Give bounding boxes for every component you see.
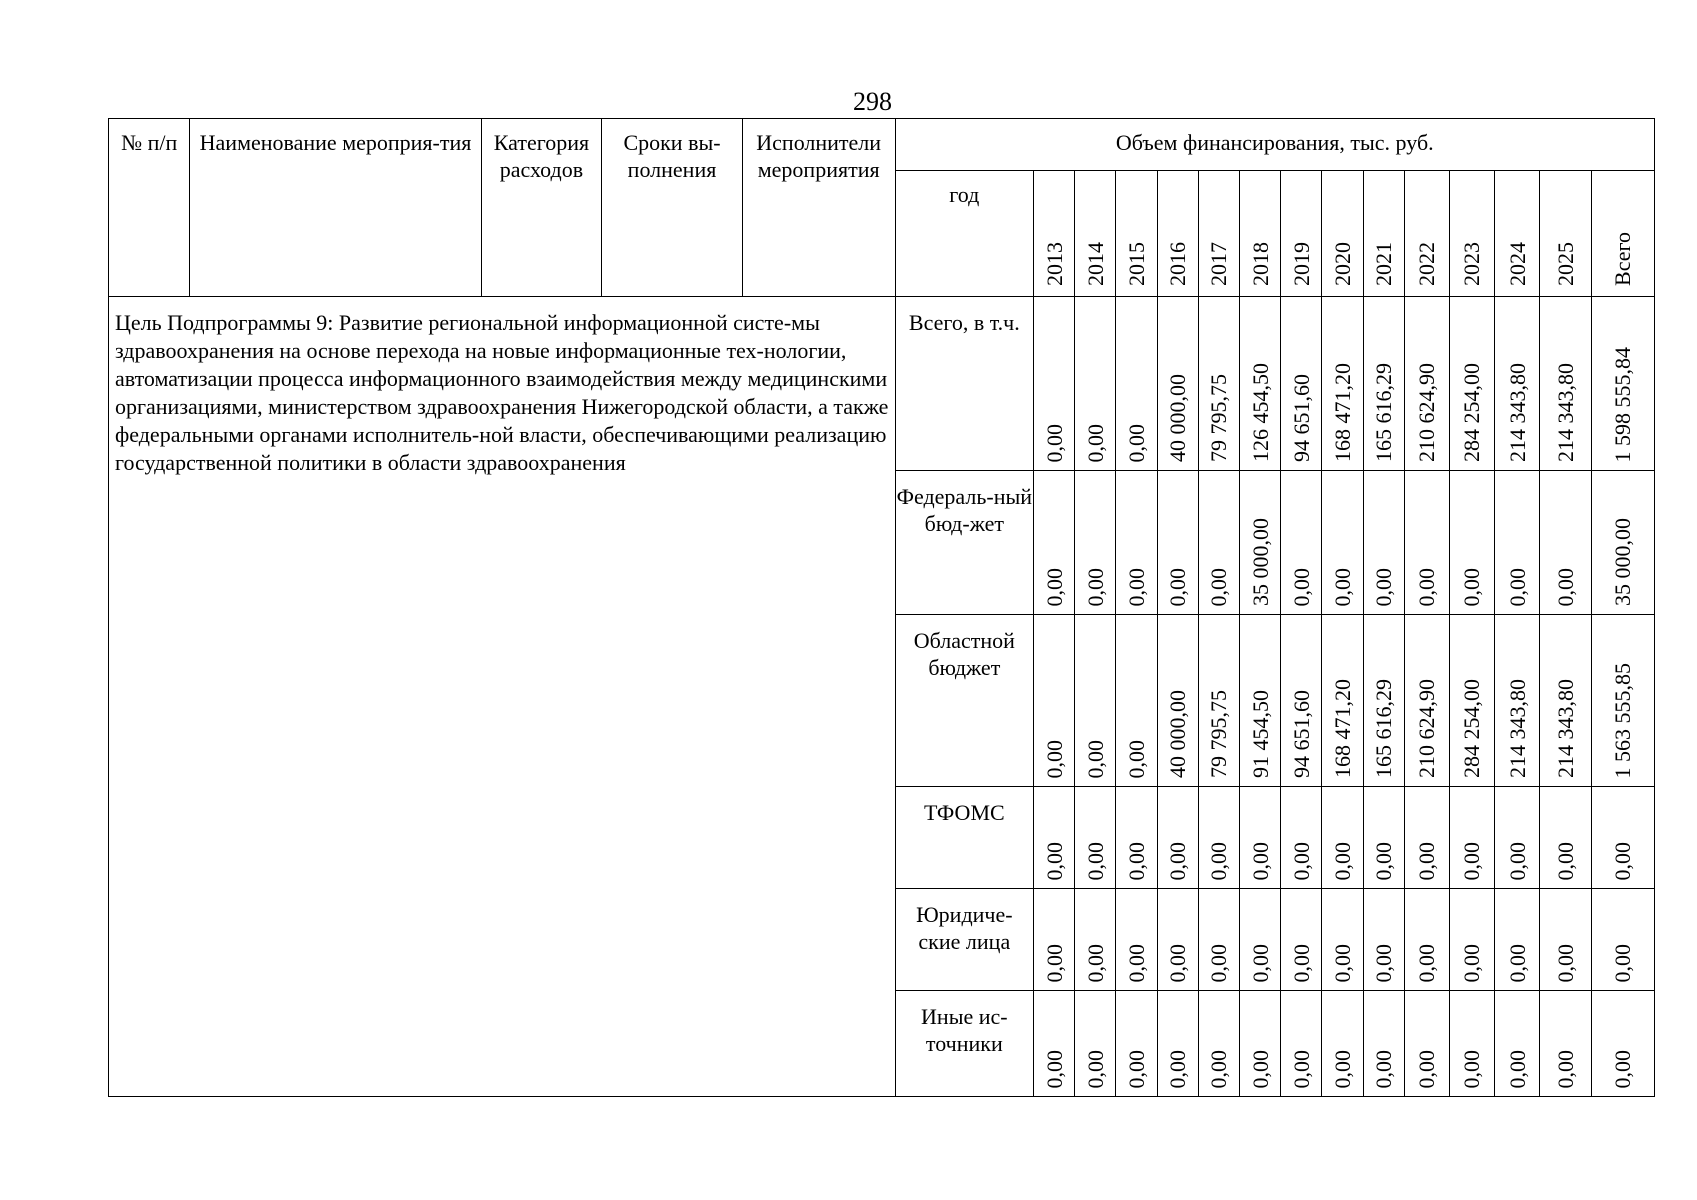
value-cell <box>1034 991 1075 1097</box>
value-text: 0,00 <box>1552 567 1578 606</box>
value-cell <box>1591 889 1655 991</box>
value-cell <box>1198 889 1239 991</box>
value-text: 35 000,00 <box>1247 518 1273 606</box>
value-text: 0,00 <box>1414 841 1440 880</box>
value-cell <box>1495 297 1540 471</box>
value-text: 0,00 <box>1165 841 1191 880</box>
value-cell <box>1540 471 1591 615</box>
year-header-1 <box>1075 171 1116 297</box>
value-cell <box>1281 991 1322 1097</box>
value-text: 214 343,80 <box>1552 679 1578 778</box>
value-text: 214 343,80 <box>1552 363 1578 462</box>
year-header-9 <box>1404 171 1449 297</box>
value-text: 0,00 <box>1288 567 1314 606</box>
year-label: 2016 <box>1165 242 1191 286</box>
header-terms: Сроки вы-полнения <box>602 119 743 297</box>
value-text: 168 471,20 <box>1329 679 1355 778</box>
value-cell <box>1449 787 1494 889</box>
value-text: 0,00 <box>1504 943 1530 982</box>
table-row <box>109 297 1655 471</box>
value-text: 94 651,60 <box>1288 690 1314 778</box>
year-header-8 <box>1363 171 1404 297</box>
value-text: 35 000,00 <box>1610 518 1636 606</box>
value-text: 0,00 <box>1371 841 1397 880</box>
value-cell <box>1034 615 1075 787</box>
value-cell <box>1157 889 1198 991</box>
value-cell <box>1591 787 1655 889</box>
value-cell <box>1322 787 1363 889</box>
value-cell <box>1075 615 1116 787</box>
value-text: 79 795,75 <box>1206 374 1232 462</box>
value-cell <box>1075 991 1116 1097</box>
funding-source: Всего, в т.ч. <box>895 297 1034 471</box>
value-text: 0,00 <box>1504 567 1530 606</box>
value-text: 284 254,00 <box>1459 363 1485 462</box>
value-text: 0,00 <box>1610 1049 1636 1088</box>
value-text: 0,00 <box>1247 943 1273 982</box>
value-cell <box>1322 889 1363 991</box>
value-text: 0,00 <box>1552 1049 1578 1088</box>
value-text: 0,00 <box>1082 1049 1108 1088</box>
value-text: 0,00 <box>1459 841 1485 880</box>
value-text: 0,00 <box>1041 1049 1067 1088</box>
value-text: 1 598 555,84 <box>1610 346 1636 462</box>
value-text: 0,00 <box>1371 567 1397 606</box>
value-cell <box>1540 297 1591 471</box>
year-label: 2019 <box>1288 242 1314 286</box>
year-label: 2024 <box>1504 242 1530 286</box>
value-text: 168 471,20 <box>1329 363 1355 462</box>
value-cell <box>1495 889 1540 991</box>
value-cell <box>1363 787 1404 889</box>
value-text: 214 343,80 <box>1504 679 1530 778</box>
page-number: 298 <box>853 87 892 116</box>
value-text: 214 343,80 <box>1504 363 1530 462</box>
value-cell <box>1281 297 1322 471</box>
value-cell <box>1034 471 1075 615</box>
year-label: 2018 <box>1247 242 1273 286</box>
value-cell <box>1591 471 1655 615</box>
value-text: 0,00 <box>1124 423 1150 462</box>
value-cell <box>1322 615 1363 787</box>
year-label: 2017 <box>1206 242 1232 286</box>
year-header-12 <box>1540 171 1591 297</box>
value-text: 0,00 <box>1165 567 1191 606</box>
value-cell <box>1075 297 1116 471</box>
value-cell <box>1198 471 1239 615</box>
value-text: 0,00 <box>1459 567 1485 606</box>
year-header-7 <box>1322 171 1363 297</box>
value-text: 0,00 <box>1041 567 1067 606</box>
value-text: 0,00 <box>1610 943 1636 982</box>
value-cell <box>1157 991 1198 1097</box>
value-cell <box>1281 471 1322 615</box>
value-text: 0,00 <box>1124 739 1150 778</box>
value-cell <box>1363 991 1404 1097</box>
value-cell <box>1281 787 1322 889</box>
value-cell <box>1239 297 1280 471</box>
year-label: 2021 <box>1371 242 1397 286</box>
value-cell <box>1157 297 1198 471</box>
value-cell <box>1116 615 1157 787</box>
value-text: 0,00 <box>1329 567 1355 606</box>
year-header-10 <box>1449 171 1494 297</box>
value-cell <box>1157 787 1198 889</box>
value-text: 0,00 <box>1504 841 1530 880</box>
value-cell <box>1495 615 1540 787</box>
header-num: № п/п <box>109 119 190 297</box>
value-text: 79 795,75 <box>1206 690 1232 778</box>
funding-source: Областной бюджет <box>895 615 1034 787</box>
value-cell <box>1075 889 1116 991</box>
header-category: Категория расходов <box>481 119 602 297</box>
value-cell <box>1495 991 1540 1097</box>
value-cell <box>1404 297 1449 471</box>
year-label: 2022 <box>1414 242 1440 286</box>
value-text: 126 454,50 <box>1247 363 1273 462</box>
funding-source: Юридиче-ские лица <box>895 889 1034 991</box>
value-cell <box>1363 615 1404 787</box>
year-label: Всего <box>1610 232 1636 286</box>
value-text: 0,00 <box>1165 1049 1191 1088</box>
value-cell <box>1198 297 1239 471</box>
goal-text: Цель Подпрограммы 9: Развитие региональной информационной систе-мы здравоохранения на основе перехода на новые информационные тех-нологии, автоматизации процесса информационного взаимодействия между медицинскими организациями, министерством здравоохранения Нижегородской области, а также федеральными органами исполнитель-ной власти, обеспечивающими реализацию государственной политики в области здравоохранения <box>109 297 896 1097</box>
year-label: 2025 <box>1552 242 1578 286</box>
value-cell <box>1449 297 1494 471</box>
value-cell <box>1116 787 1157 889</box>
value-text: 0,00 <box>1124 943 1150 982</box>
value-text: 0,00 <box>1329 1049 1355 1088</box>
value-cell <box>1322 471 1363 615</box>
value-text: 0,00 <box>1552 943 1578 982</box>
value-cell <box>1363 889 1404 991</box>
year-label: 2020 <box>1329 242 1355 286</box>
value-cell <box>1075 787 1116 889</box>
value-text: 0,00 <box>1082 943 1108 982</box>
value-cell <box>1116 471 1157 615</box>
value-text: 210 624,90 <box>1414 363 1440 462</box>
value-text: 0,00 <box>1247 1049 1273 1088</box>
header-executors: Исполнители мероприятия <box>742 119 895 297</box>
value-text: 0,00 <box>1288 1049 1314 1088</box>
year-label: 2015 <box>1124 242 1150 286</box>
value-cell <box>1591 991 1655 1097</box>
value-cell <box>1591 297 1655 471</box>
value-cell <box>1404 787 1449 889</box>
value-cell <box>1540 787 1591 889</box>
value-cell <box>1116 991 1157 1097</box>
value-cell <box>1198 615 1239 787</box>
value-cell <box>1157 471 1198 615</box>
value-text: 165 616,29 <box>1371 679 1397 778</box>
value-cell <box>1034 297 1075 471</box>
value-text: 0,00 <box>1247 841 1273 880</box>
value-cell <box>1157 615 1198 787</box>
value-cell <box>1281 889 1322 991</box>
value-text: 0,00 <box>1459 1049 1485 1088</box>
value-text: 210 624,90 <box>1414 679 1440 778</box>
value-text: 0,00 <box>1206 841 1232 880</box>
value-text: 0,00 <box>1414 567 1440 606</box>
value-text: 0,00 <box>1041 739 1067 778</box>
value-text: 284 254,00 <box>1459 679 1485 778</box>
year-header-0 <box>1034 171 1075 297</box>
value-cell <box>1116 889 1157 991</box>
value-cell <box>1075 471 1116 615</box>
value-text: 0,00 <box>1124 567 1150 606</box>
year-header-5 <box>1239 171 1280 297</box>
value-cell <box>1239 889 1280 991</box>
value-cell <box>1322 297 1363 471</box>
value-cell <box>1322 991 1363 1097</box>
year-label: 2013 <box>1041 242 1067 286</box>
value-cell <box>1281 615 1322 787</box>
value-text: 0,00 <box>1041 841 1067 880</box>
header-name: Наименование мероприя-тия <box>190 119 481 297</box>
year-label: 2014 <box>1082 242 1108 286</box>
value-cell <box>1449 991 1494 1097</box>
value-cell <box>1239 471 1280 615</box>
value-cell <box>1198 787 1239 889</box>
value-cell <box>1540 615 1591 787</box>
value-cell <box>1034 787 1075 889</box>
value-text: 0,00 <box>1552 841 1578 880</box>
value-text: 40 000,00 <box>1165 690 1191 778</box>
year-header-3 <box>1157 171 1198 297</box>
year-header-2 <box>1116 171 1157 297</box>
value-cell <box>1449 615 1494 787</box>
value-text: 40 000,00 <box>1165 374 1191 462</box>
header-year: год <box>895 171 1034 297</box>
value-text: 0,00 <box>1504 1049 1530 1088</box>
value-cell <box>1404 615 1449 787</box>
value-text: 0,00 <box>1206 567 1232 606</box>
value-text: 0,00 <box>1082 841 1108 880</box>
value-text: 0,00 <box>1459 943 1485 982</box>
funding-source: Иные ис-точники <box>895 991 1034 1097</box>
value-text: 0,00 <box>1124 841 1150 880</box>
value-cell <box>1540 991 1591 1097</box>
year-header-13 <box>1591 171 1655 297</box>
value-cell <box>1239 787 1280 889</box>
value-cell <box>1404 991 1449 1097</box>
header-financing: Объем финансирования, тыс. руб. <box>895 119 1654 171</box>
value-cell <box>1495 471 1540 615</box>
value-text: 0,00 <box>1371 943 1397 982</box>
value-cell <box>1239 991 1280 1097</box>
value-cell <box>1034 889 1075 991</box>
financing-table <box>108 118 1655 1097</box>
value-cell <box>1495 787 1540 889</box>
year-label: 2023 <box>1459 242 1485 286</box>
value-text: 0,00 <box>1414 943 1440 982</box>
value-text: 0,00 <box>1288 841 1314 880</box>
value-text: 0,00 <box>1082 739 1108 778</box>
value-text: 0,00 <box>1082 423 1108 462</box>
value-text: 0,00 <box>1206 1049 1232 1088</box>
value-cell <box>1540 889 1591 991</box>
year-header-4 <box>1198 171 1239 297</box>
value-cell <box>1591 615 1655 787</box>
value-text: 0,00 <box>1041 423 1067 462</box>
value-text: 0,00 <box>1206 943 1232 982</box>
value-cell <box>1116 297 1157 471</box>
value-text: 91 454,50 <box>1247 690 1273 778</box>
value-text: 1 563 555,85 <box>1610 662 1636 778</box>
value-text: 0,00 <box>1414 1049 1440 1088</box>
value-cell <box>1449 471 1494 615</box>
value-cell <box>1239 615 1280 787</box>
value-cell <box>1404 889 1449 991</box>
value-cell <box>1404 471 1449 615</box>
value-text: 0,00 <box>1165 943 1191 982</box>
value-cell <box>1363 471 1404 615</box>
value-text: 0,00 <box>1082 567 1108 606</box>
value-cell <box>1198 991 1239 1097</box>
value-text: 0,00 <box>1610 841 1636 880</box>
funding-source: Федераль-ный бюд-жет <box>895 471 1034 615</box>
value-text: 0,00 <box>1371 1049 1397 1088</box>
value-text: 0,00 <box>1041 943 1067 982</box>
value-text: 0,00 <box>1124 1049 1150 1088</box>
value-text: 0,00 <box>1288 943 1314 982</box>
year-header-11 <box>1495 171 1540 297</box>
value-text: 0,00 <box>1329 943 1355 982</box>
value-text: 94 651,60 <box>1288 374 1314 462</box>
value-text: 0,00 <box>1329 841 1355 880</box>
funding-source: ТФОМС <box>895 787 1034 889</box>
value-cell <box>1449 889 1494 991</box>
year-header-6 <box>1281 171 1322 297</box>
value-cell <box>1363 297 1404 471</box>
value-text: 165 616,29 <box>1371 363 1397 462</box>
